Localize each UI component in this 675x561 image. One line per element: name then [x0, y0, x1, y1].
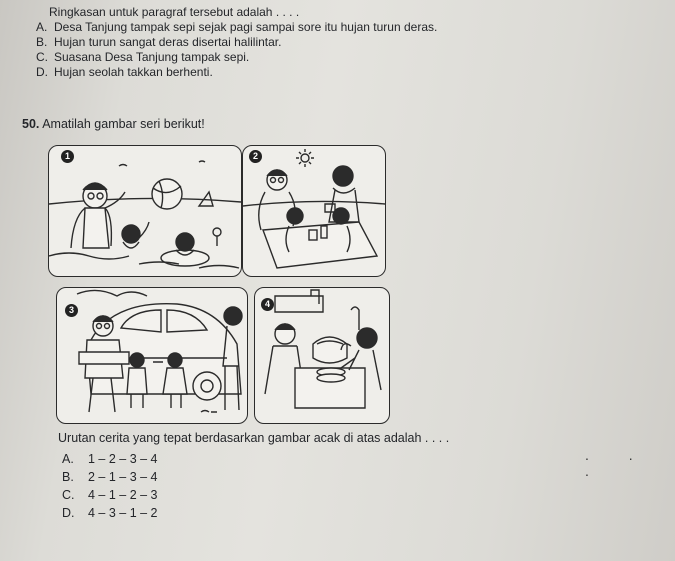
- option-label: B.: [62, 470, 74, 484]
- q50-option-b[interactable]: [62, 470, 158, 484]
- option-label: B.: [36, 35, 48, 49]
- option-label: D.: [62, 506, 75, 520]
- q49-option-b[interactable]: [36, 35, 281, 49]
- q50-number: 50.: [22, 117, 40, 131]
- q49-option-d[interactable]: [36, 65, 213, 79]
- decorative-dots: . . .: [585, 447, 651, 479]
- panel-number-badge: 3: [65, 304, 78, 317]
- family-picnic-illustration: [243, 146, 385, 276]
- kitchen-illustration: [255, 288, 389, 423]
- picture-panel-2: [242, 145, 386, 277]
- picture-panel-3: [56, 287, 248, 424]
- q50-option-c[interactable]: [62, 488, 158, 502]
- picture-panel-1: [48, 145, 242, 277]
- option-text: Suasana Desa Tanjung tampak sepi.: [54, 50, 250, 64]
- question-50-heading: [22, 117, 205, 131]
- option-text: 2 – 1 – 3 – 4: [88, 470, 158, 484]
- q50-question: Urutan cerita yang tepat berdasarkan gambar acak di atas adalah . . . .: [58, 431, 450, 445]
- option-label: A.: [62, 452, 74, 466]
- option-text: Desa Tanjung tampak sepi sejak pagi sampai sore itu hujan turun deras.: [54, 20, 438, 34]
- option-label: A.: [36, 20, 48, 34]
- option-label: D.: [36, 65, 48, 79]
- option-label: C.: [36, 50, 48, 64]
- q49-stem: Ringkasan untuk paragraf tersebut adalah . . . .: [49, 5, 300, 19]
- panel-number-badge: 2: [249, 150, 262, 163]
- family-car-illustration: [57, 288, 247, 423]
- option-text: 1 – 2 – 3 – 4: [88, 452, 158, 466]
- option-text: 4 – 3 – 1 – 2: [88, 506, 158, 520]
- q50-prompt: Amatilah gambar seri berikut!: [42, 117, 205, 131]
- panel-number-badge: 1: [61, 150, 74, 163]
- q49-option-a[interactable]: [36, 20, 437, 34]
- q50-option-d[interactable]: [62, 506, 158, 520]
- option-text: Hujan seolah takkan berhenti.: [54, 65, 213, 79]
- panel-number-badge: 4: [261, 298, 274, 311]
- option-label: C.: [62, 488, 75, 502]
- beach-swimming-illustration: [49, 146, 241, 276]
- q50-option-a[interactable]: [62, 452, 158, 466]
- option-text: Hujan turun sangat deras disertai halilintar.: [54, 35, 282, 49]
- picture-panel-4: [254, 287, 390, 424]
- q49-option-c[interactable]: [36, 50, 249, 64]
- option-text: 4 – 1 – 2 – 3: [88, 488, 158, 502]
